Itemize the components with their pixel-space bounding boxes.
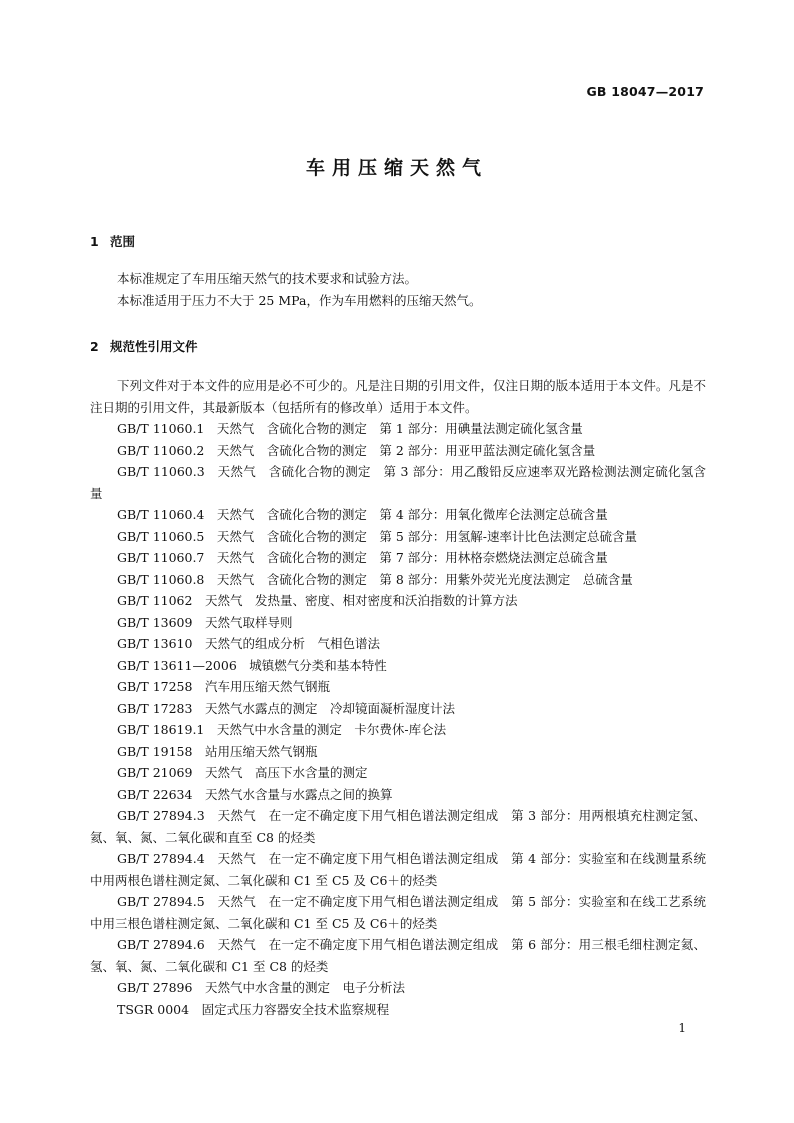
- reference-item: GB/T 11060.8 天然气 含硫化合物的测定 第 8 部分：用紫外荧光光度法测定 总硫含量: [117, 571, 633, 587]
- page-number: 1: [678, 1021, 686, 1035]
- section-1-heading: [90, 232, 135, 250]
- reference-item: TSGR 0004 固定式压力容器安全技术监察规程: [117, 1001, 390, 1017]
- reference-item: GB/T 13609 天然气取样导则: [117, 614, 293, 630]
- reference-item: GB/T 11060.1 天然气 含硫化合物的测定 第 1 部分：用碘量法测定硫化氢含量: [117, 421, 583, 436]
- reference-item: GB/T 27896 天然气中水含量的测定 电子分析法: [117, 980, 405, 995]
- reference-item: GB/T 13611—2006 城镇燃气分类和基本特性: [117, 657, 387, 673]
- reference-item: GB/T 19158 站用压缩天然气钢瓶: [117, 743, 318, 759]
- reference-item: GB/T 27894.3 天然气 在一定不确定度下用气相色谱法测定组成 第 3 部分：用两根填充柱测定氢、氦、氧、氮、二氧化碳和直至 C8 的烃类: [90, 808, 706, 845]
- reference-item: GB/T 27894.6 天然气 在一定不确定度下用气相色谱法测定组成 第 6 部分：用三根毛细柱测定氦、氢、氧、氮、二氧化碳和 C1 至 C8 的烃类: [90, 937, 706, 974]
- reference-item: GB/T 17258 汽车用压缩天然气钢瓶: [117, 679, 330, 694]
- section-number: 2: [90, 339, 99, 354]
- reference-item: GB/T 13610 天然气的组成分析 气相色谱法: [117, 636, 380, 651]
- reference-item: GB/T 11060.2 天然气 含硫化合物的测定 第 2 部分：用亚甲蓝法测定硫化氢含量: [117, 442, 596, 458]
- reference-item: GB/T 11060.5 天然气 含硫化合物的测定 第 5 部分：用氢解-速率计比色法测定总硫含量: [117, 528, 638, 544]
- scope-paragraph-2: 本标准适用于压力不大于 25 MPa，作为车用燃料的压缩天然气。: [117, 293, 482, 308]
- section-title: 范围: [110, 234, 136, 249]
- scope-paragraph-1: 本标准规定了车用压缩天然气的技术要求和试验方法。: [117, 271, 418, 286]
- reference-item: GB/T 11060.3 天然气 含硫化合物的测定 第 3 部分：用乙酸铅反应速率双光路检测法测定硫化氢含量: [90, 464, 706, 501]
- section-number: 1: [90, 234, 99, 249]
- reference-item: GB/T 17283 天然气水露点的测定 冷却镜面凝析湿度计法: [117, 700, 455, 716]
- reference-item: GB/T 11062 天然气 发热量、密度、相对密度和沃泊指数的计算方法: [117, 593, 518, 608]
- reference-item: GB/T 11060.4 天然气 含硫化合物的测定 第 4 部分：用氧化微库仑法测定总硫含量: [117, 507, 608, 522]
- section-2-heading: [90, 337, 198, 355]
- reference-item: GB/T 11060.7 天然气 含硫化合物的测定 第 7 部分：用林格奈燃烧法测定总硫含量: [117, 550, 608, 565]
- reference-item: GB/T 21069 天然气 高压下水含量的测定: [117, 765, 368, 780]
- reference-item: GB/T 22634 天然气水含量与水露点之间的换算: [117, 786, 393, 802]
- header-standard-code: GB 18047—2017: [586, 84, 704, 99]
- references-intro: 下列文件对于本文件的应用是必不可少的。凡是注日期的引用文件，仅注日期的版本适用于本文件。凡是不注日期的引用文件，其最新版本（包括所有的修改单）适用于本文件。: [90, 378, 706, 415]
- reference-item: GB/T 27894.4 天然气 在一定不确定度下用气相色谱法测定组成 第 4 部分：实验室和在线测量系统中用两根色谱柱测定氮、二氧化碳和 C1 至 C5 及 C6＋的烃类: [90, 851, 706, 888]
- section-title: 规范性引用文件: [110, 339, 198, 354]
- reference-item: GB/T 18619.1 天然气中水含量的测定 卡尔费休-库仑法: [117, 722, 447, 737]
- reference-item: GB/T 27894.5 天然气 在一定不确定度下用气相色谱法测定组成 第 5 部分：实验室和在线工艺系统中用三根色谱柱测定氮、二氧化碳和 C1 至 C5 及 C6＋的烃类: [90, 894, 706, 931]
- reference-list: [90, 418, 706, 1020]
- document-title: 车用压缩天然气: [305, 157, 488, 179]
